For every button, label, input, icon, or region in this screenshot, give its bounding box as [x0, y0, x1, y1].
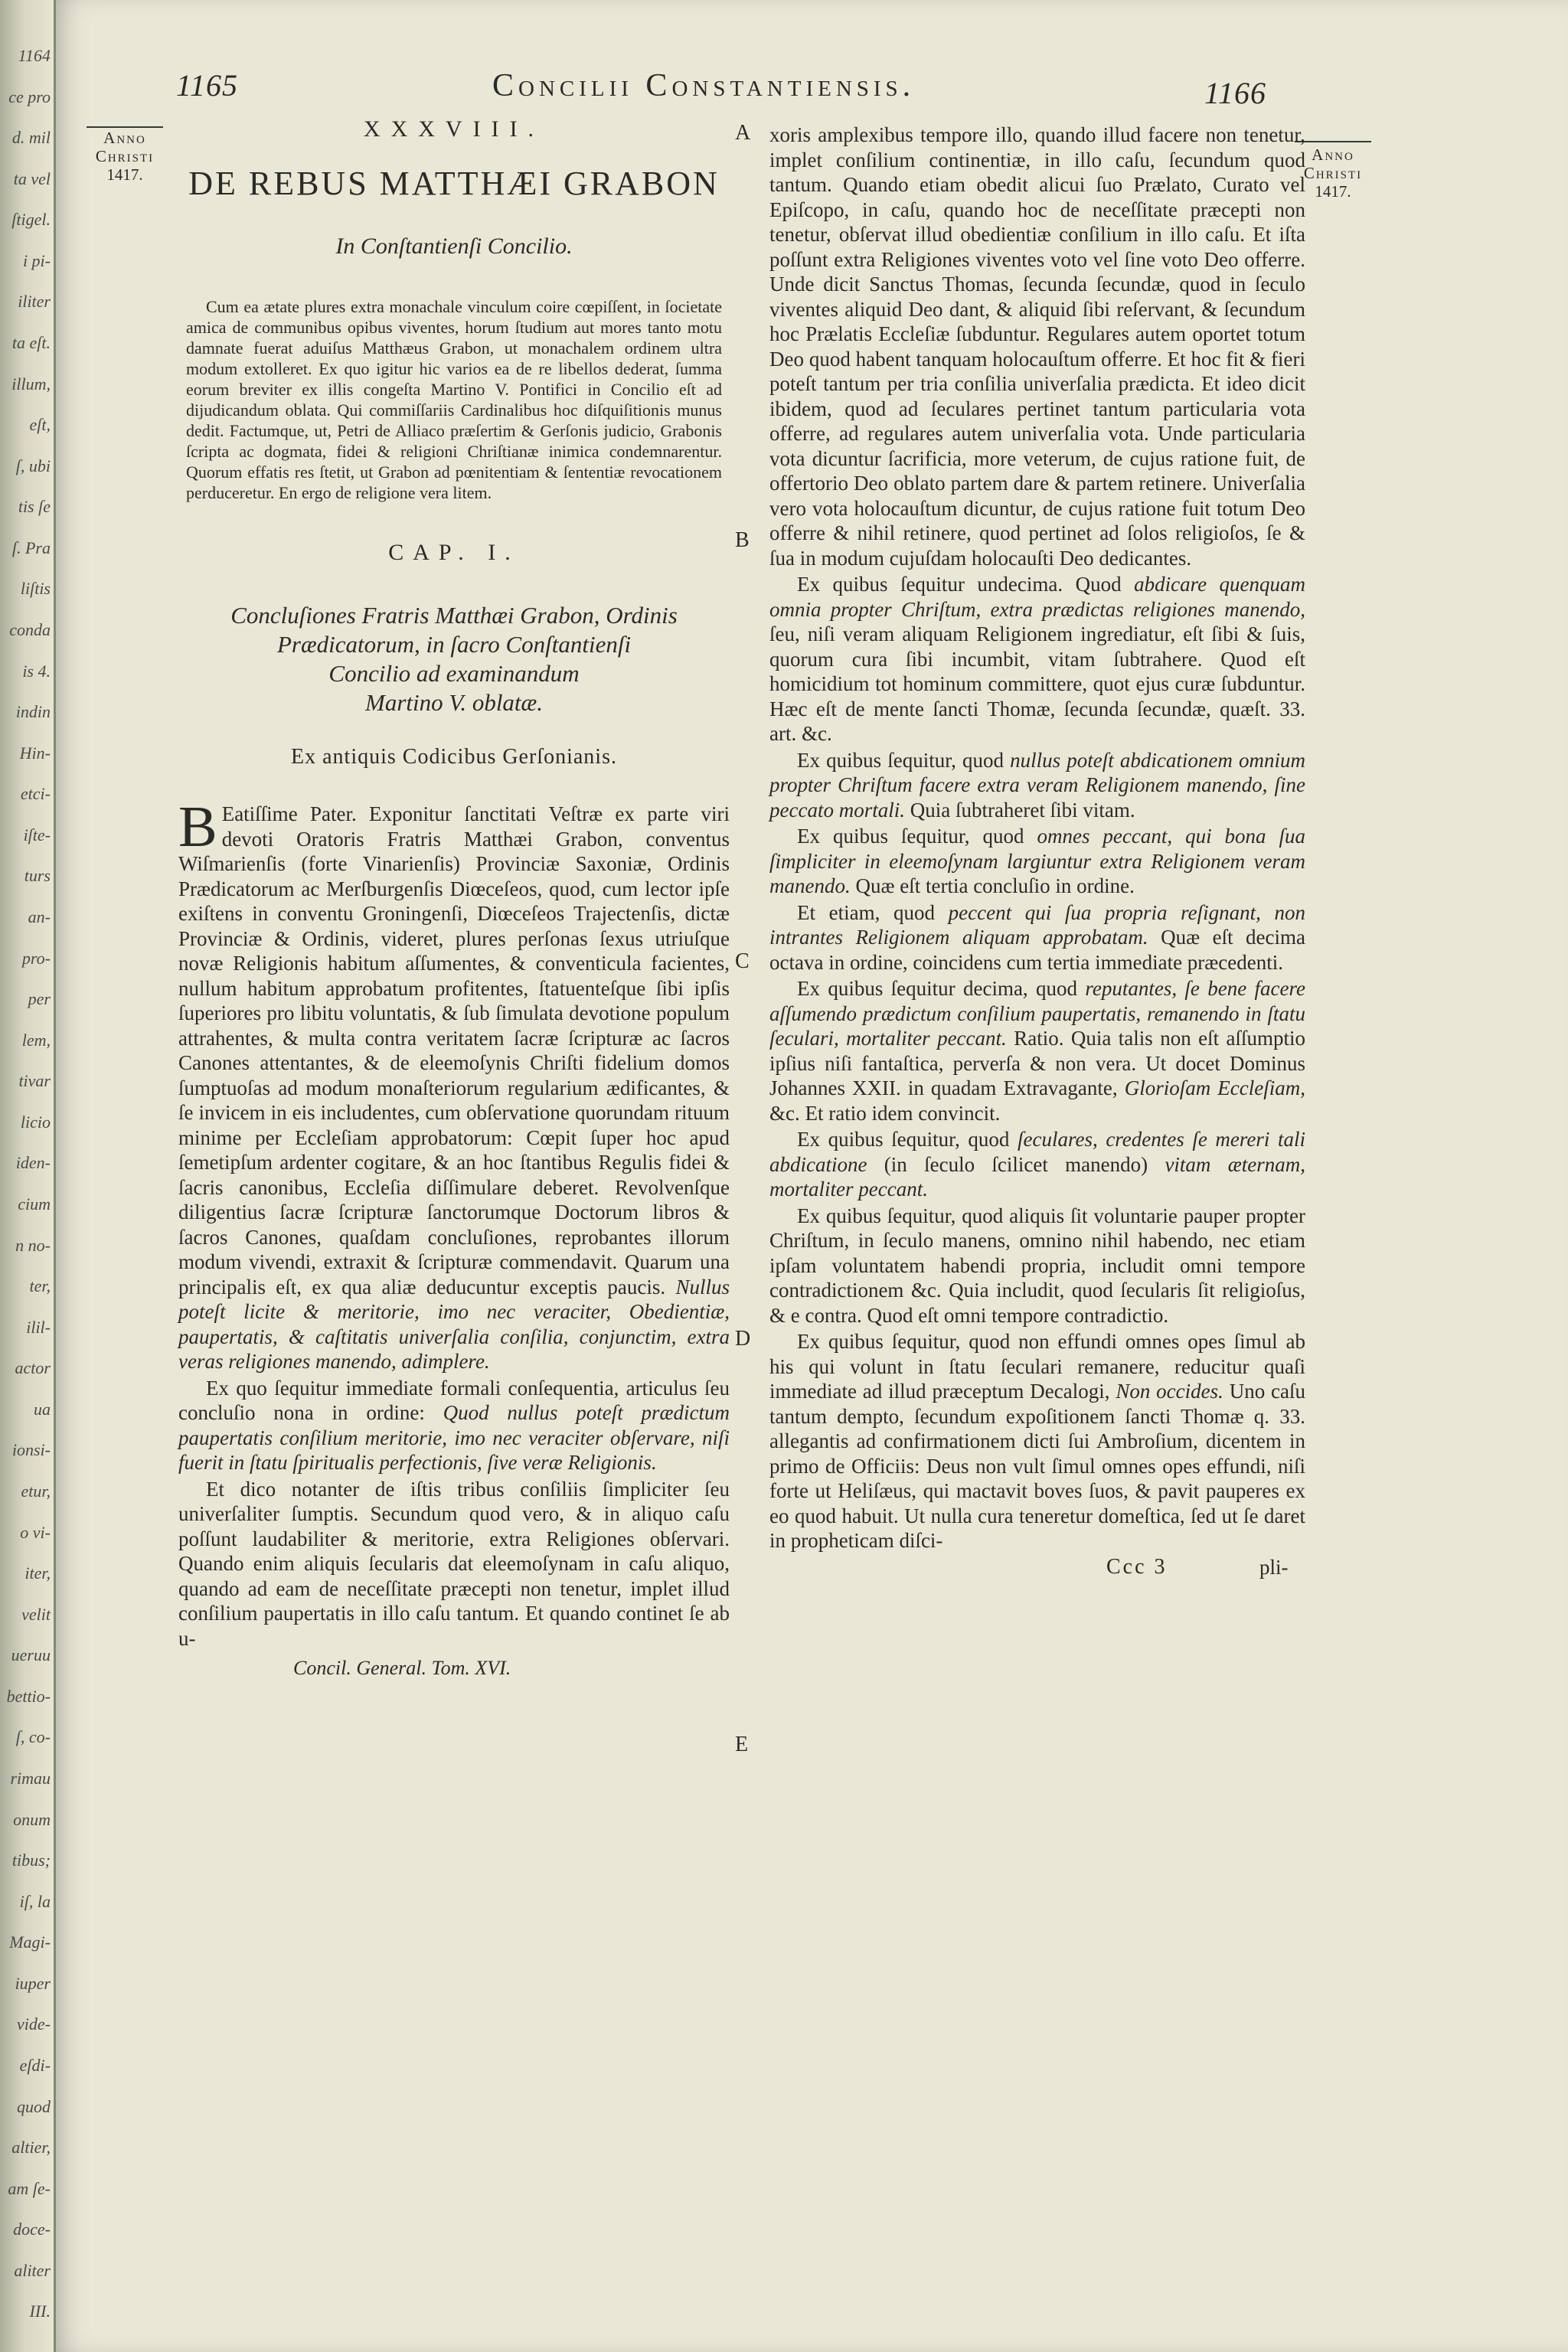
paragraph-text: xoris amplexibus tempore illo, quando illud facere non tenetur, implet conſilium continentiæ, in illo caſu, ſecundum quod tantum. Quando etiam obedit alicui ſuo Prælato, Curato vel Epiſcopo, in caſu, quando hoc de neceſſitate præcepti non tenetur, obſervat illud obedientiæ conſilium in illo caſu. Et iſta poſſunt extra Religiones viventes voto vel ſine voto Deo offerre. Unde dicit Sanctus Thomas, ſecunda ſecundæ, quod in ſeculo viventes aliquid Deo dant, & aliquid ſibi reſervant, & ſecundum hoc Prælatis Eccleſiæ ſubduntur. Regulares autem oportet totum Deo quod habent tanquam holocauſtum offerre. Et hoc fit & fieri poteſt tantum per tria conſilia univerſalia prædicta. Et ideo dicit ibidem, quod ad ſeculares pertinet tantum particularia vota offerre, ad regulares autem univerſalia vota. Unde particularia vota dicuntur ſacrificia, more veterum, de cujus ratione fuit, de offertorio Deo oblato partem dare & partem retinere. Univerſalia vero vota holocauſtum dicuntur, de cujus ratione fuit totum Deo offerre & nihil retinere, quod pertinet ad ſolos religioſos, ſe & ſua in modum cujuſdam holocauſti Deo dedicantes.: [769, 123, 1305, 570]
right-column: [769, 122, 1305, 1581]
spine-fragment: an-: [28, 907, 51, 926]
spine-fragment: aliter: [14, 2260, 51, 2280]
signature-mark: Ccc 3: [1106, 1554, 1168, 1579]
paragraph-text: Ex quibus ſequitur, quod: [797, 825, 1024, 848]
section-letter-a: A: [735, 121, 751, 145]
spine-fragment: vide-: [17, 2014, 51, 2034]
running-title: Concilii Constantiensis.: [492, 68, 916, 103]
paragraph: [769, 900, 1305, 975]
article-title: DE REBUS MATTHÆI GRABON: [188, 165, 720, 202]
paragraph-text: Et dico notanter de iſtis tribus conſiliis ſimpliciter ſeu univerſaliter ſumptis. Secundum quod vero, & in aliquo caſu poſſunt laudabiliter & meritorie, extra Religiones obſervari. Quando enim aliquis ſecularis dat eleemoſynam in caſu aliquo, quando ad eam de neceſſitate præcepti non tenetur, implet illud conſilium paupertatis in illo caſu tantum. Et quando continet ſe ab u-: [178, 1477, 730, 1650]
margin-rule-right: [1295, 141, 1371, 142]
spine-fragment: am ſe-: [8, 2178, 51, 2198]
article-number: XXXVIII.: [363, 116, 545, 142]
spine-fragment: onum: [13, 1809, 51, 1829]
margin-year-left: [83, 129, 167, 184]
section-letter-c: C: [735, 949, 750, 973]
section-letter-e: E: [735, 1733, 749, 1756]
spine-fragment: pro-: [21, 948, 51, 968]
page-footer-right: [769, 1555, 1305, 1581]
paragraph-text: Ex quibus ſequitur undecima. Quod: [797, 573, 1122, 596]
spine-fragment: lem,: [21, 1030, 51, 1050]
margin-year: 1417.: [106, 165, 143, 184]
spine-fragment: ilil-: [26, 1317, 51, 1337]
spine-fragment: velit: [21, 1604, 51, 1624]
paragraph: [769, 976, 1305, 1125]
paragraph: [769, 1204, 1305, 1328]
spine-fragment: iuper: [15, 1973, 51, 1993]
spine-fragment: tibus;: [11, 1851, 51, 1870]
paragraph-text: Quæ eſt tertia concluſio in ordine.: [855, 874, 1135, 897]
spine-fragment: ſ, ubi: [15, 456, 51, 475]
page-number-left: 1165: [176, 68, 239, 103]
spine-fragment: 1164: [18, 46, 51, 65]
spine-fragment: Hin-: [19, 743, 51, 763]
paragraph-text: &c. Et ratio idem convincit.: [769, 1101, 1001, 1125]
paragraph: [769, 1127, 1305, 1202]
paragraph-text: Quia ſubtraheret ſibi vitam.: [910, 798, 1135, 822]
margin-christi: Christi: [95, 147, 155, 165]
spine-fragment: i pi-: [22, 250, 51, 270]
conclusion-text: Nullus poteſt licite & meritorie, imo nec veraciter, Obedientiæ, paupertatis, & caſtitatis univerſalia conſilia, conjunctim, extra veras religiones manendo, adimplere.: [178, 1275, 730, 1373]
spine-fragment: ſ. Pra: [11, 537, 51, 557]
paragraph-text: Uno caſu tantum dempto, ſecundum expoſitionem ſancti Thomæ q. 33. allegantis ad confirmationem dicti ſui Ambroſium, dicentem in primo de Officiis: Deus non vult ſimul omnes opes effundi, niſi forte ut Heliſæus, qui mactavit boves ſuos, & pavit pauperes ex eo quod habuit. Ut nulla cura teneretur domeſtica, ſed ut ſe daret in propheticam diſci-: [769, 1380, 1306, 1552]
adjacent-page-spine: [0, 0, 56, 2352]
chapter-title: [178, 601, 730, 717]
spine-fragment: liſtis: [20, 579, 51, 599]
chapter-title-line: Concilio ad examinandum: [328, 660, 580, 687]
spine-fragment: tivar: [18, 1071, 51, 1091]
argument-summary: Cum ea ætate plures extra monachale vinculum coire cœpiſſent, in ſocietate amica de communibus opibus viventes, horum ſtudium aut mores tanto motu damnate fuerat aduiſus Matthæus Grabon, ut monachalem ordinem ultra modum extolleret. Ex quo igitur hic varios ea de re libellos dederat, ſumma eorum breviter ex illis congeſta Martino V. Pontifici in Concilio eſt ad dijudicandum oblata. Qui commiſſariis Cardinalibus hoc diſquiſitionis munus dedit. Factumque, ut, Petri de Alliaco præſertim & Gerſonis judicio, Grabonis ſcripta ac dogmata, fidei & religioni Chriſtianæ inimica condemnarentur. Quorum effatis res ſtetit, ut Grabon ad pœnitentiam & ſententiæ revocationem perduceretur. En ergo de religione vera litem.: [186, 297, 722, 502]
spine-fragment: actor: [15, 1358, 51, 1378]
spine-fragment: iter,: [24, 1563, 51, 1583]
spine-fragment: ter,: [29, 1276, 51, 1296]
margin-year: 1417.: [1315, 182, 1351, 201]
page-number-right: 1166: [1204, 76, 1267, 110]
paragraph-text: (in ſeculo ſcilicet manendo): [884, 1152, 1148, 1176]
spine-fragment: ce pro: [8, 87, 51, 106]
conclusion-text: nullus poteſt abdicationem omnium propter Chriſtum facere extra veram Religionem manendo, ſine peccato mortali.: [769, 748, 1305, 822]
conclusion-text: vitam æternam, mortaliter peccant.: [769, 1152, 1305, 1200]
spine-fragment: altier,: [11, 2138, 51, 2158]
section-letter-d: D: [735, 1327, 751, 1351]
catchword: pli-: [1259, 1555, 1289, 1579]
paragraph: [769, 824, 1305, 899]
spine-fragment: iliter: [18, 292, 51, 312]
spine-fragment: turs: [24, 866, 51, 886]
paragraph: [769, 748, 1305, 823]
chapter-title-line: Martino V. oblatæ.: [365, 689, 543, 716]
section-letter-b: B: [735, 528, 750, 552]
paragraph: [178, 795, 730, 1374]
spine-fragment: illum,: [11, 374, 51, 394]
spine-fragment: bettio-: [6, 1686, 51, 1706]
article-subtitle: In Conſtantienſi Concilio.: [335, 234, 573, 259]
paragraph-text: Ex quibus ſequitur, quod: [797, 748, 1004, 772]
margin-anno: Anno: [103, 129, 146, 147]
spine-fragment: per: [28, 989, 51, 1009]
spine-fragment: tis ſe: [18, 497, 51, 517]
chapter-title-line: Prædicatorum, in ſacro Conſtantienſi: [276, 631, 632, 658]
paragraph-text: Et etiam, quod: [797, 900, 935, 924]
spine-fragment: ta vel: [13, 168, 51, 188]
spine-fragment: indin: [15, 702, 51, 722]
spine-fragment: etur,: [21, 1481, 51, 1501]
source-note: Ex antiquis Codicibus Gerſonianis.: [291, 745, 617, 769]
conclusion-text: reputantes, ſe bene facere aſſumendo prædictum conſilium paupertatis, remanendo in ſtatu ſeculari, mortaliter peccant.: [769, 977, 1306, 1050]
book-page: [56, 0, 1568, 2352]
spine-fragment: cium: [18, 1194, 51, 1214]
spine-fragment: ta eſt.: [11, 333, 51, 352]
spine-fragment: ſtigel.: [11, 210, 51, 230]
footer-note: Concil. General. Tom. XVI.: [293, 1657, 511, 1679]
conclusion-text: Quod nullus poteſt prædictum paupertatis conſilium meritorie, imo nec veraciter obſervare, niſi fuerit in ſtatu ſpiritualis perfectionis, ſive veræ Religionis.: [178, 1401, 730, 1474]
paragraph-text: ſeu, niſi veram aliquam Religionem ingrediatur, eſt ſibi & ſuis, quorum cura ſibi incumbit, vitam ſubtrahere. Quod eſt homicidium tot hominum committere, quot ejus curæ ſubduntur. Hæc eſt de mente ſancti Thomæ, ſecunda ſecundæ, quæſt. 33. art. &c.: [769, 622, 1305, 745]
spine-fragment: ua: [34, 1399, 51, 1419]
conclusion-text: peccent qui ſua propria reſignant, non intrantes Religionem aliquam approbatam.: [769, 900, 1306, 949]
spine-fragment: Magi-: [9, 1932, 51, 1952]
spine-fragment: eſdi-: [19, 2056, 51, 2075]
paragraph: [769, 1329, 1305, 1553]
conclusion-text: abdicare quenquam omnia propter Chriſtum, extra prædictas religiones manendo,: [769, 573, 1306, 621]
chapter-heading: CAP. I.: [388, 540, 520, 565]
spine-fragment: III.: [29, 2301, 51, 2321]
spine-fragment: quod: [17, 2096, 51, 2116]
spine-fragment: ueruu: [11, 1645, 51, 1665]
spine-fragment: ionsi-: [11, 1440, 51, 1460]
paragraph: [178, 1376, 730, 1475]
citation-text: Non occides.: [1116, 1380, 1223, 1403]
spine-fragment: ſ, co-: [15, 1727, 51, 1747]
spine-fragment: d. mil: [11, 128, 51, 148]
chapter-title-line: Concluſiones Fratris Matthæi Grabon, Ordinis: [230, 602, 678, 629]
spine-fragment: o vi-: [20, 1522, 51, 1542]
conclusion-text: ſeculares, credentes ſe mereri tali abdicatione: [769, 1128, 1306, 1176]
left-body-text: [178, 795, 730, 1651]
spine-fragment: rimau: [10, 1769, 51, 1788]
paragraph-text: Ex quibus ſequitur, quod aliquis ſit voluntarie pauper propter Chriſtum, in ſeculo manens, omnino nihil habendo, nec etiam ipſam voluntatem habendi propria, includit omni tempore contradictionem &c. Quia includit, quod ſecularis ſit religioſus, & e contra. Quod eſt omni tempore contradictio.: [769, 1204, 1305, 1327]
paragraph-text: Ex quo ſequitur immediate formali conſequentia, articulus ſeu concluſio nona in ordine:: [178, 1376, 730, 1424]
margin-anno: Anno: [1312, 145, 1354, 164]
left-column: [178, 116, 730, 1680]
paragraph: [178, 1477, 730, 1651]
paragraph-text: Ex quibus ſequitur decima, quod: [797, 977, 1078, 1000]
spine-fragment: licio: [20, 1112, 51, 1132]
paragraph-text: Ex quibus ſequitur, quod non effundi omnes opes ſimul ab his qui volunt in ſtatu ſeculari remanere, reducitur quaſi immediate ad illud præceptum Decalogi,: [769, 1330, 1305, 1403]
paragraph: [769, 122, 1305, 570]
paragraph-text: Quæ eſt decima octava in ordine, coincidens cum tertia immediate præcedenti.: [769, 926, 1305, 974]
spine-fragment: doce-: [13, 2220, 51, 2239]
margin-christi: Christi: [1303, 164, 1363, 182]
spine-fragment: eſt,: [29, 415, 51, 435]
spine-fragment: iſ, la: [19, 1891, 51, 1911]
spine-fragment: conda: [9, 620, 51, 639]
paragraph-text: Ratio. Quia talis non eſt aſſumptio ipſius niſi fantaſtica, perverſa & non vera. Ut docet Dominus Johannes XXII. in quadam Extravagante,: [769, 1027, 1306, 1099]
conclusion-text: omnes peccant, qui bona ſua ſimpliciter in eleemoſynam largiuntur extra Religionem veram manendo.: [769, 825, 1306, 897]
citation-text: Glorioſam Eccleſiam,: [1124, 1076, 1305, 1099]
spine-fragment: iſte-: [23, 825, 51, 844]
paragraph-text: Eatiſſime Pater. Exponitur ſanctitati Veſtræ ex parte viri devoti Oratoris Fratris Matthæi Grabon, conventus Wiſmarienſis (forte Vinarienſis) Provinciæ Saxoniæ, Ordinis Prædicatorum ac Merſburgenſis Diœceſeos, quod, cum lector ipſe exiſtens in conventu Groningenſi, Diœceſeos Trajectenſis, dictæ Provinciæ & Ordinis, videret, plures perſonas ſexus utriuſque novæ Religionis habitum aſſumentes, & conventicula facientes, nullum habitum approbatum profitentes, ſtatuenteſque ſibi ipſis ſuperiores pro libitu voluntatis, & ſub ſimulata devotione populum attrahentes, & multa contra veritatem ſacræ ſcripturæ ac ſacros Canones attentantes, & de eleemoſynis Chriſti fidelium domos ſumptuoſas ad modum monaſteriorum regularium ædificantes, & ſe invicem in eis includentes, cum obſervatione quorundam rituum minime per Eccleſiam approbatorum: Cœpit ſuper hoc apud ſemetipſum ardenter cogitare, & an hoc ſtantibus Regulis fidei & ſacris canonibus, Eccleſia diſſimulare deberet. Revolvenſque diligentius ſacræ ſcripturæ ſanctorumque Doctorum libros & ſacros Canones, quaſdam concluſiones, reprobantes illorum modum vivendi, extraxit & ſcripturæ commendavit. Quarum una principalis eſt, ex qua aliæ deducuntur exceptis paucis.: [178, 802, 730, 1298]
spine-fragment: is 4.: [22, 661, 51, 681]
drop-cap: B: [178, 795, 217, 859]
paragraph: [769, 572, 1305, 746]
margin-rule-left: [87, 126, 163, 128]
spine-fragment: iden-: [15, 1153, 51, 1173]
spine-fragment: n no-: [15, 1235, 51, 1255]
spine-fragment: etci-: [20, 784, 51, 804]
paragraph-text: Ex quibus ſequitur, quod: [797, 1128, 1010, 1151]
